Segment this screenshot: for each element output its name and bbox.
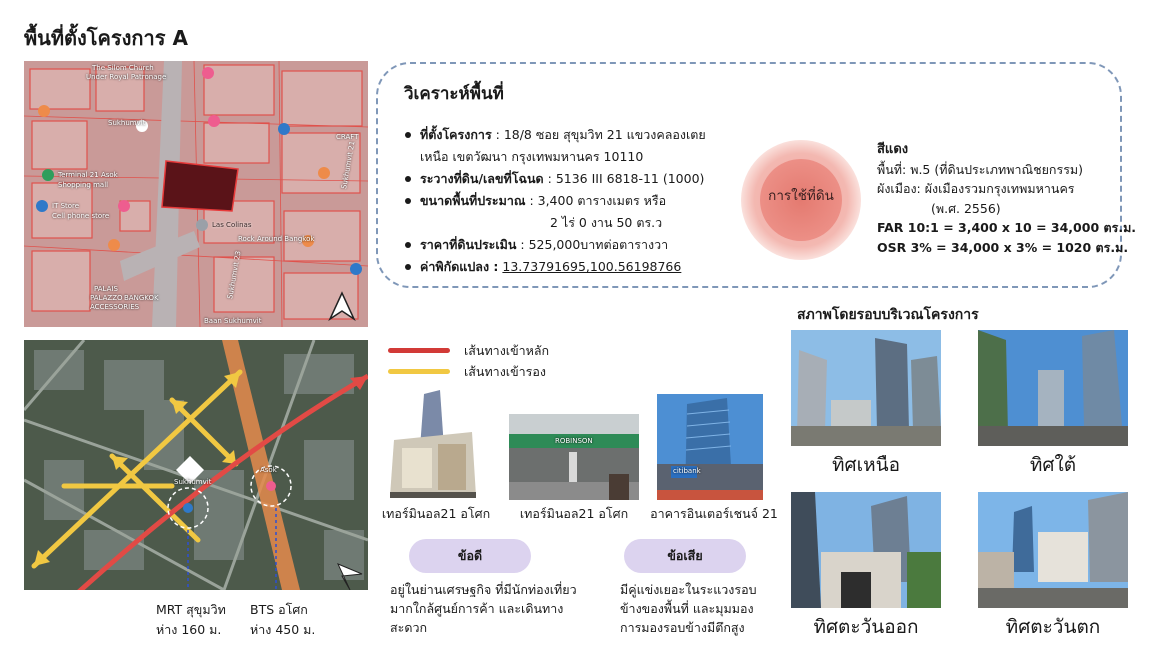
photo-north[interactable] [791,330,941,446]
photo-west[interactable] [978,492,1128,608]
map-label-baan: Baan Sukhumvit [204,317,262,325]
location-item: ที่ตั้งโครงการ : 18/8 ซอย สุขุมวิท 21 แขวงคลองเตย [404,124,744,146]
pros-label: ข้อดี [409,539,531,573]
bts-label: BTS อโศก [250,602,308,617]
pros-text: อยู่ในย่านเศรษฐกิจ ที่มีนักท่องเที่ยว มากใกล้ศูนย์การค้า และเดินทาง สะดวก [390,582,577,635]
page-title: พื้นที่ตั้งโครงการ A [24,26,188,50]
map-label-rockaround: Rock Around Bangkok [238,235,315,243]
map-label-palais: PALAIS [94,285,118,293]
map-label-sukhumvit: Sukhumvit [108,119,146,127]
map-label-sukhumvit23: Sukhumvit 23 [226,250,243,300]
robinson-illustration [509,414,639,500]
north-view-illustration [791,330,941,446]
site-location-map[interactable] [24,61,368,327]
citibank-sign: citibank [673,467,701,475]
price-item: ราคาที่ดินประเมิน : 525,000บาทต่อตารางวา [404,234,744,256]
zone-year: (พ.ศ. 2556) [931,200,1001,216]
location-item-cont: เหนือ เขตวัฒนา กรุงเทพมหานคร 10110 [420,149,644,164]
photo-terminal21-robinson[interactable] [509,414,639,500]
caption-terminal21-2: เทอร์มินอล21 อโศก [519,506,629,521]
map-label-church: The Silom Church [92,64,154,72]
coordinates-item: ค่าพิกัดแปลง : 13.73791695,100.56198766 [404,256,744,278]
caption-terminal21-1: เทอร์มินอล21 อโศก [381,506,491,521]
terminal21-illustration [380,388,486,502]
coordinates-link[interactable]: 13.73791695,100.56198766 [502,259,682,274]
south-view-illustration [978,330,1128,446]
cons-label: ข้อเสีย [624,539,746,573]
secondary-road-swatch [388,369,450,374]
mrt-label: MRT สุขุมวิท [156,602,226,617]
zone-color: สีแดง [877,142,909,157]
bts-distance-value: ห่าง 450 ม. [250,622,316,637]
route-map-graphic [24,340,368,590]
site-map-graphic [24,61,368,327]
surroundings-title: สภาพโดยรอบบริเวณโครงการ [797,307,979,323]
zoning-info [877,140,1137,257]
map-label-sukhumvit-station: Sukhumvit [174,478,212,486]
west-caption: ทิศตะวันตก [1005,616,1101,638]
site-details-list [404,124,744,278]
map-label-cellphone: Cell phone store [52,212,110,220]
secondary-road-label: เส้นทางเข้ารอง [464,364,546,379]
size-item: ขนาดพื้นที่ประมาณ : 3,400 ตารางเมตร หรือ [404,190,744,212]
photo-south[interactable] [978,330,1128,446]
deed-item: ระวางที่ดิน/เลขที่โฉนด : 5136 III 6818-11 (1000) [404,168,744,190]
east-caption: ทิศตะวันออก [813,616,919,638]
map-label-palazzo: PALAZZO [90,294,123,302]
mrt-distance [156,600,226,640]
photo-terminal21-tower[interactable] [380,388,486,502]
south-caption: ทิศใต้ [1029,454,1077,476]
map-label-sukhumvit21: Sukhumvit 21 [340,140,357,190]
landuse-label: การใช้ที่ดิน [768,188,834,204]
main-road-label: เส้นทางเข้าหลัก [464,343,550,358]
photo-east[interactable] [791,492,941,608]
interchange21-illustration [657,394,763,500]
access-route-map[interactable] [24,340,368,590]
robinson-sign: ROBINSON [555,437,593,445]
bts-distance [250,600,315,640]
far-calc: FAR 10:1 = 3,400 x 10 = 34,000 ตร.ม. [877,220,1137,235]
map-label-itstore: IT Store [52,202,80,210]
size-item-cont: 2 ไร่ 0 งาน 50 ตร.ว [550,215,663,230]
east-view-illustration [791,492,941,608]
main-road-swatch [388,348,450,353]
cons-text: มีคู่แข่งเยอะในระแวงรอบ ข้างของพื้นที่ และมุมมอง การมองรอบข้างมีตึกสูง [620,582,757,635]
caption-interchange21: อาคารอินเตอร์เชนจ์ 21 [650,506,778,521]
map-label-lascolinas: Las Colinas [212,221,252,229]
analysis-title: วิเคราะห์พื้นที่ [404,84,504,104]
west-view-illustration [978,492,1128,608]
zone-plan: ผังเมือง: ผังเมืองรวมกรุงเทพมหานคร [877,181,1075,196]
map-label-shopping: Shopping mall [58,181,109,189]
north-caption: ทิศเหนือ [831,454,900,476]
map-label-bangkok: BANGKOK [124,294,159,302]
map-label-accessories: ACCESSORIES [90,303,140,311]
zone-area: พื้นที่: พ.5 (ที่ดินประเภทพาณิชยกรรม) [877,161,1084,177]
map-label-craft: CRAFT [336,133,359,141]
photo-interchange21[interactable] [657,394,763,500]
map-label-terminal21: Terminal 21 Asok [58,171,118,179]
map-label-asok-station: Asok [260,466,277,474]
mrt-distance-value: ห่าง 160 ม. [156,622,222,637]
map-label-church-sub: Under Royal Patronage [86,73,167,81]
osr-calc: OSR 3% = 34,000 x 3% = 1020 ตร.ม. [877,239,1129,255]
